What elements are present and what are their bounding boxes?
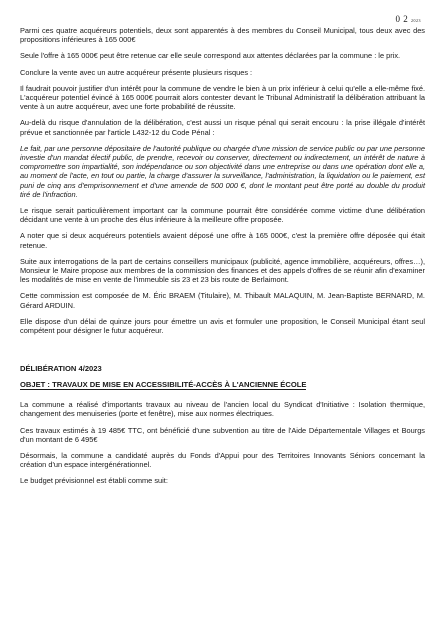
paragraph: Suite aux interrogations de la part de certains conseillers municipaux (publicité, agence immobilière, acquéreurs, offres…), Monsieur le Maire propose aux membres de la commission des finances et des appels d'offres de se réunir afin d'examiner les modalités de mise en vente de l'immeuble sis 23 et 23 bis route de Berlaimont.: [20, 256, 425, 285]
paragraph: Conclure la vente avec un autre acquéreur présente plusieurs risques :: [20, 67, 253, 77]
paragraph: Il faudrait pouvoir justifier d'un intérêt pour la commune de vendre le bien à un prix inférieur à celui qu'elle a elle-même fixé. L'acquéreur potentiel évincé à 165 000€ pourrait alors contester devant le Tribunal Administratif la délibération attribuant la vente à un autre acquéreur, avec une forte probabilité de réussite.: [20, 83, 425, 112]
paragraph: Désormais, la commune a candidaté auprès du Fonds d'Appui pour des Territoires Innovants Séniors concernant la création d'un espace intergénérationnel.: [20, 450, 425, 470]
deliberation-heading: DÉLIBÉRATION 4/2023: [20, 364, 102, 374]
document-body: [20, 26, 425, 493]
paragraph: Cette commission est composée de M. Éric BRAEM (Titulaire), M. Thibault MALAQUIN, M. Jean-Baptiste BERNARD, M. Gérard ARDUIN.: [20, 291, 425, 310]
page-number-stamp: [396, 14, 422, 24]
paragraph: Parmi ces quatre acquéreurs potentiels, deux sont apparentés à des membres du Conseil Municipal, tous deux avec des propositions inférieures à 165 000€: [20, 26, 425, 45]
paragraph: Le budget prévisionnel est établi comme suit:: [20, 476, 168, 486]
paragraph: La commune a réalisé d'importants travaux au niveau de l'ancien local du Syndicat d'Initiative : Isolation thermique, changement des menuiseries (porte et fenêtre), mise aux normes électriques.: [20, 400, 425, 419]
page-number-suffix: 2023: [411, 18, 421, 23]
paragraph: Elle dispose d'un délai de quinze jours pour émettre un avis et formuler une proposition, le Conseil Municipal étant seul compétent pour désigner le futur acquéreur.: [20, 316, 425, 336]
page-number: 0 2: [395, 14, 409, 24]
paragraph: Seule l'offre à 165 000€ peut être retenue car elle seule correspond aux attentes déclarées par la commune : le prix.: [20, 51, 401, 61]
paragraph: Ces travaux estimés à 19 485€ TTC, ont bénéficié d'une subvention au titre de l'Aide Départementale Villages et Bourgs d'un montant de 6 495€: [20, 425, 425, 444]
paragraph: A noter que si deux acquéreurs potentiels avaient déposé une offre à 165 000€, c'est la première offre déposée qui était retenue.: [20, 231, 425, 250]
deliberation-object: OBJET : TRAVAUX DE MISE EN ACCESSIBILITÉ-ACCÈS À L'ANCIENNE ÉCOLE: [20, 379, 307, 389]
paragraph: Le risque serait particulièrement important car la commune pourrait être considérée comme victime d'une délibération décidant une vente à un proche des élus inférieure à la meilleure offre proposée.: [20, 206, 425, 225]
section-gap: [20, 342, 425, 364]
legal-quote: Le fait, par une personne dépositaire de l'autorité publique ou chargée d'une mission de service public ou par une personne investie d'un mandat électif public, de prendre, recevoir ou conserver, directement ou indirectement, un intérêt de nature à compromettre son impartialité, son indépendance ou son objectivité dans une entreprise ou dans une opération dont elle a, au moment de l'acte, en tout ou partie, la charge d'assurer la surveillance, l'administration, la liquidation ou le paiement, est puni de cinq ans d'emprisonnement et d'une amende de 500 000 €, dont le montant peut être porté au double du produit tiré de l'infraction.: [20, 143, 425, 199]
paragraph: Au-delà du risque d'annulation de la délibération, c'est aussi un risque pénal qui serait encouru : la prise illégale d'intérêt prévue et sanctionnée par l'article L432-12 du Code Pénal :: [20, 118, 425, 137]
